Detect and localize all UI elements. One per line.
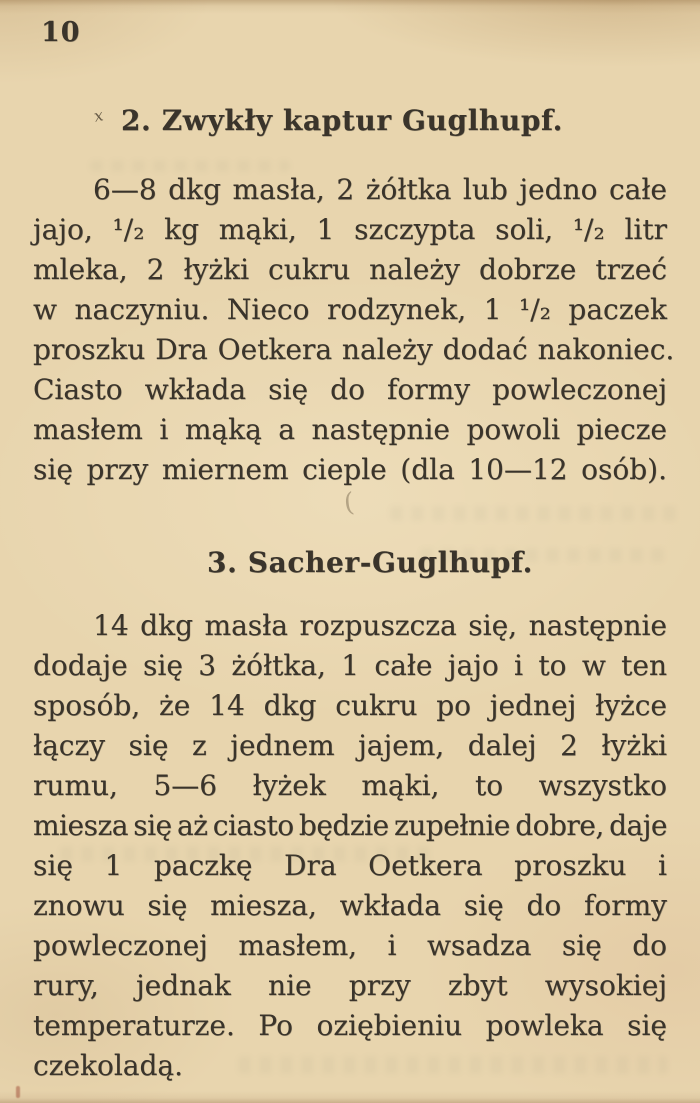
- text-line: rumu, 5—6 łyżek mąki, to wszystko: [33, 769, 667, 802]
- text-line: jajo, ¹/₂ kg mąki, 1 szczypta soli, ¹/₂ litr: [33, 213, 667, 246]
- text-line: w naczyniu. Nieco rodzynek, 1 ¹/₂ paczek: [33, 293, 667, 326]
- text-line: 6—8 dkg masła, 2 żółtka lub jedno całe: [93, 173, 667, 206]
- recipe-3-heading: 3. Sacher-Guglhupf.: [207, 546, 533, 579]
- text-line: się przy miernem cieple (dla 10—12 osób).: [33, 453, 667, 486]
- stray-ink-mark: x: [92, 105, 105, 126]
- paper-stain: [16, 1086, 20, 1098]
- text-line: znowu się miesza, wkłada się do formy: [33, 889, 667, 922]
- stray-paren-mark: (: [342, 487, 356, 519]
- showthrough-ghost: [60, 846, 430, 862]
- text-line: czekoladą.: [33, 1049, 183, 1082]
- text-line: masłem i mąką a następnie powoli piecze: [33, 413, 667, 446]
- page-number: 10: [41, 17, 81, 48]
- text-line: rury, jednak nie przy zbyt wysokiej: [33, 969, 667, 1002]
- recipe-2-body: [33, 170, 675, 490]
- text-line: sposób, że 14 dkg cukru po jednej łyżce: [33, 689, 667, 722]
- text-line: Ciasto wkłada się do formy powleczonej: [33, 373, 667, 406]
- text-line: powleczonej masłem, i wsadza się do: [33, 929, 667, 962]
- text-line: proszku Dra Oetkera należy dodać nakoniec.: [33, 333, 675, 366]
- text-line: temperaturze. Po oziębieniu powleka się: [33, 1009, 667, 1042]
- text-line: się 1 paczkę Dra Oetkera proszku i: [33, 849, 667, 882]
- text-line: miesza się aż ciasto będzie zupełnie dobre, daje: [33, 809, 667, 842]
- showthrough-ghost: [238, 1056, 668, 1074]
- text-line: mleka, 2 łyżki cukru należy dobrze trzeć: [33, 253, 667, 286]
- text-line: dodaje się 3 żółtka, 1 całe jajo i to w ten: [33, 649, 667, 682]
- text-line: łączy się z jednem jajem, dalej 2 łyżki: [33, 729, 667, 762]
- showthrough-ghost: [390, 506, 680, 521]
- text-line: 14 dkg masła rozpuszcza się, następnie: [93, 609, 667, 642]
- recipe-2-heading: 2. Zwykły kaptur Guglhupf.: [120, 104, 564, 137]
